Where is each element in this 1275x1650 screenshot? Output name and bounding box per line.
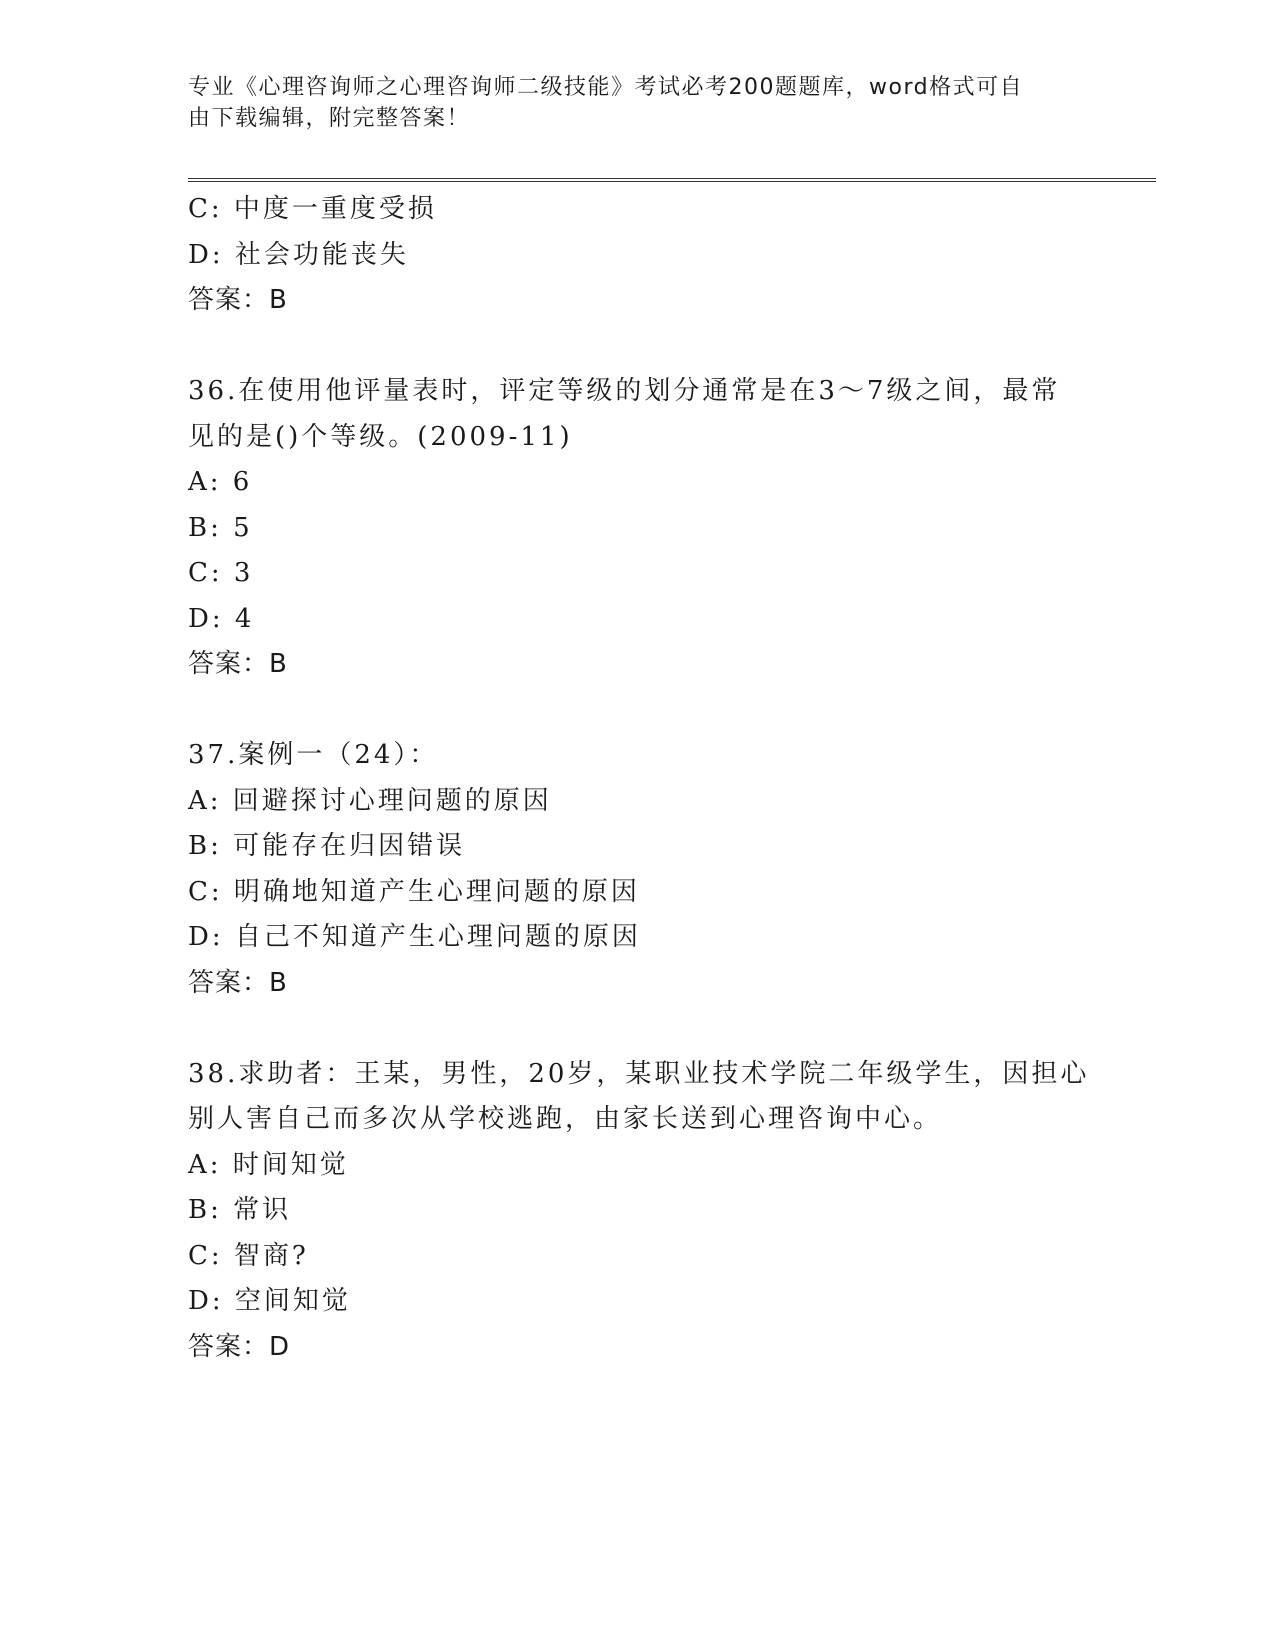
option-c: C: 智商?: [188, 1240, 309, 1271]
question-stem: 36.在使用他评量表时，评定等级的划分通常是在3～7级之间，最常: [188, 376, 1061, 406]
question-38: [188, 1052, 1088, 1371]
question-stem: 37.案例一（24）：: [188, 740, 439, 770]
option-a: A: 6: [188, 467, 253, 497]
question-35-continued: [188, 187, 1088, 324]
option-d: D: 空间知觉: [188, 1286, 351, 1316]
option-d: D: 4: [188, 603, 255, 634]
question-36: [188, 369, 1088, 688]
header-divider: [188, 178, 1156, 182]
answer: 答案：B: [188, 285, 288, 315]
option-c: C: 明确地知道产生心理问题的原因: [188, 876, 640, 907]
question-stem: 见的是()个等级。(2009-11): [188, 421, 573, 452]
spacer: [188, 324, 1088, 370]
option-c: C: 中度一重度受损: [188, 194, 437, 224]
spacer: [188, 1006, 1088, 1052]
option-d: D: 自己不知道产生心理问题的原因: [188, 922, 641, 952]
option-d: D: 社会功能丧失: [188, 239, 409, 270]
question-37: [188, 733, 1088, 1006]
document-header: [188, 72, 1068, 134]
answer: 答案：D: [188, 1331, 291, 1362]
header-line-2: 由下载编辑，附完整答案！: [188, 106, 471, 131]
option-a: A: 回避探讨心理问题的原因: [188, 785, 552, 816]
question-stem: 38.求助者：王某，男性，20岁，某职业技术学院二年级学生，因担心: [188, 1058, 1090, 1089]
document-body: [188, 187, 1088, 1370]
option-c: C: 3: [188, 558, 254, 588]
option-a: A: 时间知觉: [188, 1149, 349, 1180]
answer: 答案：B: [188, 649, 288, 679]
option-b: B: 常识: [188, 1195, 292, 1225]
question-stem: 别人害自己而多次从学校逃跑，由家长送到心理咨询中心。: [188, 1104, 943, 1134]
option-b: B: 5: [188, 512, 253, 543]
option-b: B: 可能存在归因错误: [188, 831, 466, 861]
header-line-1: 专业《心理咨询师之心理咨询师二级技能》考试必考200题题库，word格式可自: [188, 75, 1024, 100]
answer: 答案：B: [188, 967, 288, 998]
spacer: [188, 688, 1088, 734]
